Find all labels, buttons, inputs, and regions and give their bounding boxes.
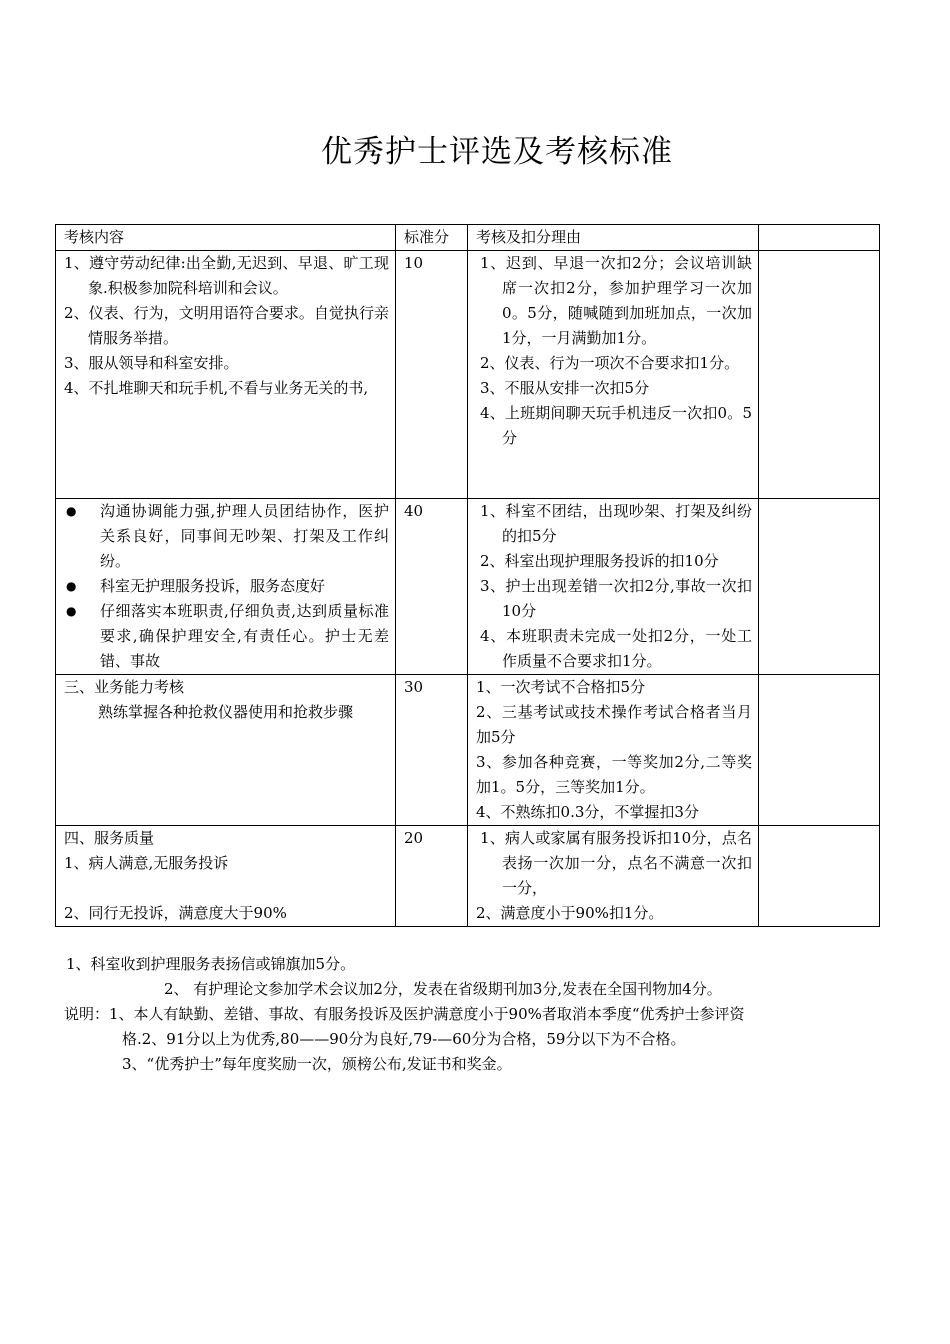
reason-item: 1、一次考试不合格扣5分 [476,678,646,696]
row4-blank [759,826,880,927]
reason-item: 4、上班期间聊天玩手机违反一次扣0。5分 [480,404,752,447]
header-score: 标准分 [396,225,468,251]
content-item: 3、服从领导和科室安排。 [64,354,239,372]
row2-reasons-cell [468,499,759,675]
table-row [56,675,880,826]
bullet-item: ● 仔细落实本班职责,仔细负责,达到质量标准要求,确保护理安全,有责任心。护士无差错、事故 [64,599,389,674]
reason-item: 3、不服从安排一次扣5分 [480,379,650,397]
note-line: 说明：1、本人有缺勤、差错、事故、有服务投诉及医护满意度小于90%者取消本季度“优秀护士参评资 [64,1005,745,1023]
reason-item: 4、本班职责未完成一处扣2分，一处工作质量不合要求扣1分。 [480,627,752,670]
note-line: 格.2、91分以上为优秀,80——90分为良好,79-—60分为合格，59分以下为不合格。 [122,1030,686,1048]
table-header-row [56,225,880,251]
reason-item: 1、迟到、早退一次扣2分；会议培训缺席一次扣2分，参加护理学习一次加0。5分，随喊随到加班加点，一次加1分，一月满勤加1分。 [480,254,752,347]
reason-item: 2、科室出现护理服务投诉的扣10分 [480,552,719,570]
content-item: 1、病人满意,无服务投诉 [64,854,229,872]
row3-reasons-cell [468,675,759,826]
row3-blank [759,675,880,826]
note-line: 2、 有护理论文参加学术会议加2分，发表在省级期刊加3分,发表在全国刊物加4分。 [164,980,722,998]
content-item: 2、仪表、行为，文明用语符合要求。自觉执行亲情服务举措。 [64,304,389,347]
reason-item: 4、不熟练扣0.3分，不掌握扣3分 [476,803,699,821]
bullet-icon: ● [66,504,77,518]
notes-section [66,952,866,1077]
note-line: 3、“优秀护士”每年度奖励一次，颁榜公布,发证书和奖金。 [122,1055,512,1073]
bullet-icon: ● [66,604,77,618]
content-item: 1、遵守劳动纪律:出全勤,无迟到、早退、旷工现象.积极参加院科培训和会议。 [64,254,389,297]
row1-content-cell [56,251,396,499]
header-reasons: 考核及扣分理由 [468,225,759,251]
bullet-icon: ● [66,579,77,593]
content-item: 2、同行无投诉，满意度大于90% [64,904,287,922]
row4-content-cell [56,826,396,927]
note-line: 1、科室收到护理服务表扬信或锦旗加5分。 [66,955,356,973]
row1-reasons-cell [468,251,759,499]
page-title: 优秀护士评选及考核标准 [321,134,673,170]
row3-score: 30 [396,675,468,826]
row2-score: 40 [396,499,468,675]
reason-item: 2、满意度小于90%扣1分。 [476,904,664,922]
assessment-table [55,224,880,927]
header-blank [759,225,880,251]
header-content: 考核内容 [56,225,396,251]
row1-score: 10 [396,251,468,499]
reason-item: 3、护士出现差错一次扣2分,事故一次扣10分 [480,577,752,620]
reason-item: 2、仪表、行为一项次不合要求扣1分。 [480,354,740,372]
row4-score: 20 [396,826,468,927]
row2-content-cell [56,499,396,675]
reason-item: 3、参加各种竞赛，一等奖加2分,二等奖加1。5分，三等奖加1分。 [476,753,752,796]
row3-content-cell [56,675,396,826]
bullet-item: ● 沟通协调能力强,护理人员团结协作，医护关系良好，同事间无吵架、打架及工作纠纷。 [64,499,389,574]
content-item: 4、不扎堆聊天和玩手机,不看与业务无关的书, [64,379,369,397]
section-heading: 四、服务质量 [64,829,155,847]
section-heading: 三、业务能力考核 [64,678,185,696]
spacer [64,876,389,901]
table-row [56,251,880,499]
table-row [56,826,880,927]
bullet-item: ● 科室无护理服务投诉，服务态度好 [64,574,389,599]
row2-blank [759,499,880,675]
reason-item: 2、三基考试或技术操作考试合格者当月加5分 [476,703,752,746]
reason-item: 1、科室不团结，出现吵架、打架及纠纷的扣5分 [480,502,752,545]
row1-blank [759,251,880,499]
section-sub: 熟练掌握各种抢救仪器使用和抢救步骤 [98,703,354,721]
row4-reasons-cell [468,826,759,927]
table-row [56,499,880,675]
reason-item: 1、病人或家属有服务投诉扣10分，点名表扬一次加一分，点名不满意一次扣一分， [480,829,752,897]
